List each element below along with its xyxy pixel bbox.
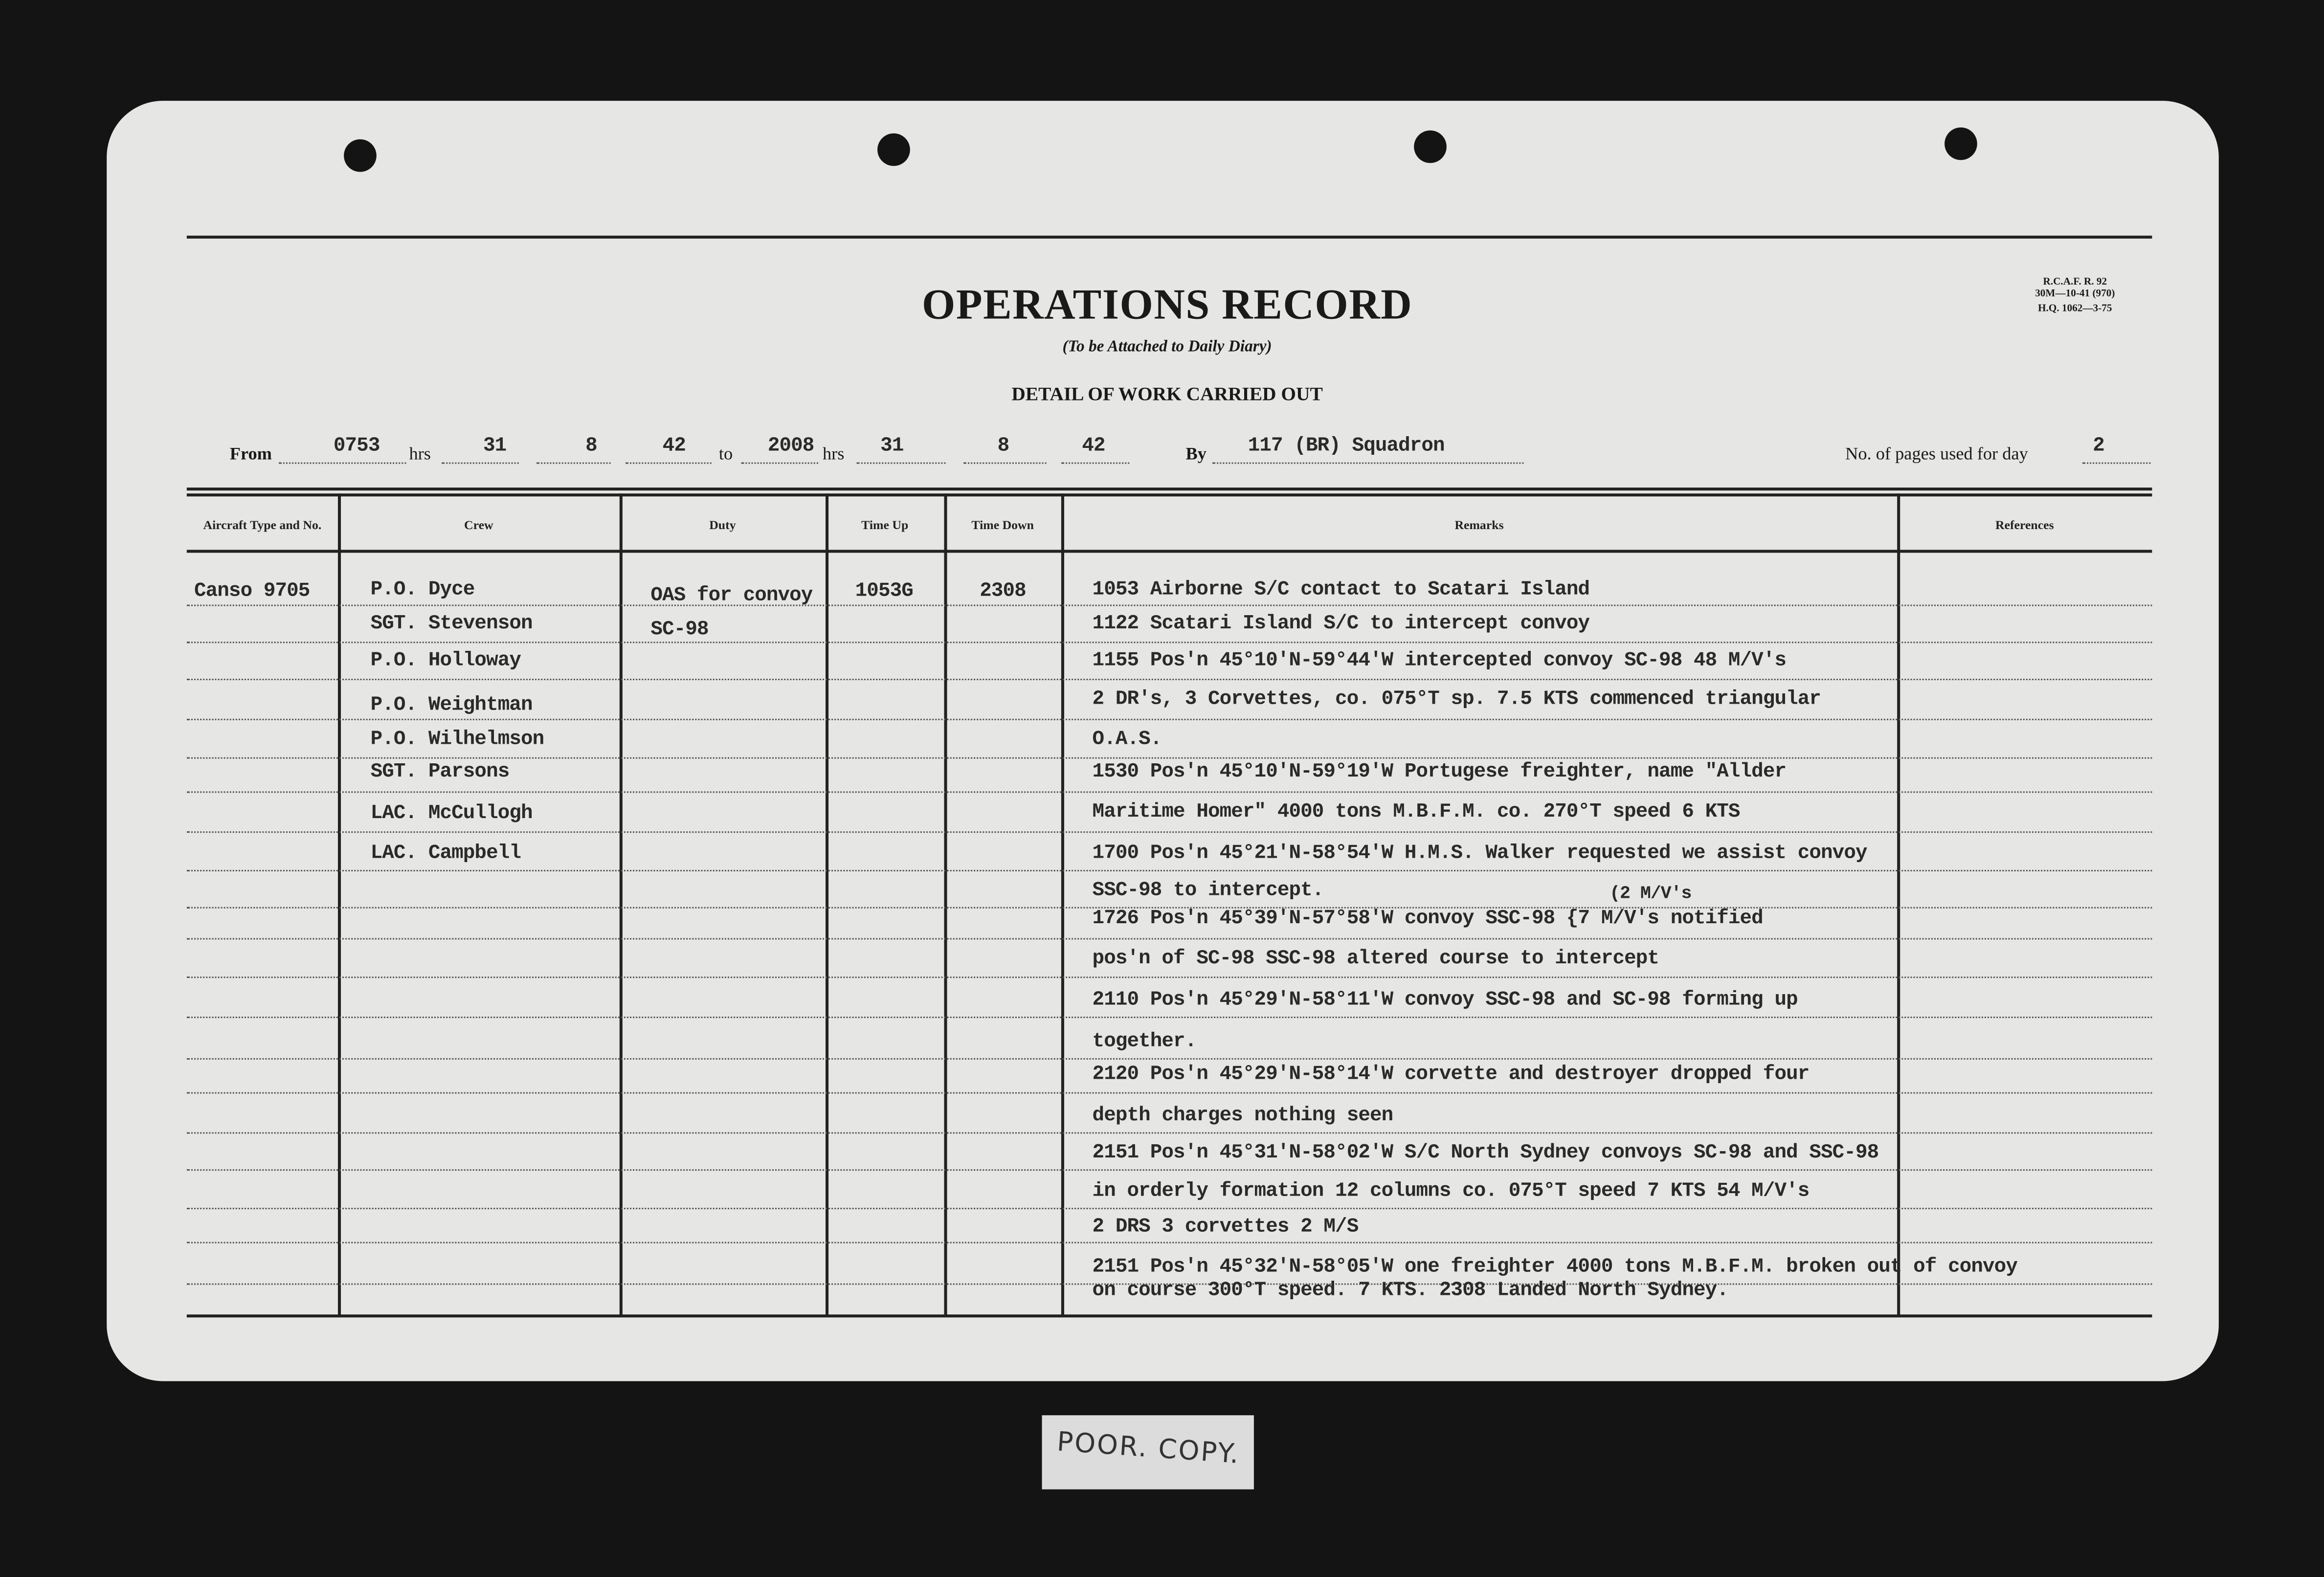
column-header: Aircraft Type and No. — [203, 517, 322, 532]
from-day: 31 — [483, 435, 507, 458]
to-year: 42 — [1082, 435, 1105, 458]
crew-member: P.O. Dyce — [370, 579, 475, 602]
aircraft-cell: Canso 9705 — [194, 580, 310, 603]
hrs-label: hrs — [822, 443, 845, 464]
crew-member: P.O. Holloway — [370, 650, 521, 673]
row-dotted-rule — [187, 870, 2152, 871]
field-underline — [857, 463, 946, 464]
remarks-line: 2120 Pos'n 45°29'N-58°14'W corvette and destroyer dropped four — [1092, 1064, 1810, 1087]
field-underline — [279, 463, 406, 464]
from-year: 42 — [662, 435, 686, 458]
header-rule — [187, 550, 2152, 552]
punch-hole — [877, 133, 910, 166]
to-label: to — [718, 443, 733, 464]
duty-cell: OAS for convoy — [650, 585, 813, 608]
remarks-line: pos'n of SC-98 SSC-98 altered course to intercept — [1092, 948, 1659, 971]
from-month: 8 — [585, 435, 597, 458]
field-underline — [442, 463, 519, 464]
row-dotted-rule — [187, 642, 2152, 643]
row-dotted-rule — [187, 757, 2152, 759]
column-rule — [1061, 493, 1064, 1316]
row-dotted-rule — [187, 1242, 2152, 1244]
remarks-note: (2 M/V's — [1609, 883, 1692, 904]
table-top-rule — [187, 493, 2152, 496]
column-rule — [944, 493, 946, 1316]
top-rule — [187, 236, 2152, 239]
field-underline — [1061, 463, 1129, 464]
page-title: OPERATIONS RECORD — [921, 281, 1413, 329]
field-underline — [1212, 463, 1523, 464]
remarks-line: 1726 Pos'n 45°39'N-57°58'W convoy SSC-98 {7 M/V's notified — [1092, 908, 1763, 931]
row-dotted-rule — [187, 679, 2152, 680]
table-top-rule — [187, 488, 2152, 490]
from-time: 0753 — [333, 435, 380, 458]
remarks-line: 2 DRS 3 corvettes 2 M/S — [1092, 1217, 1359, 1239]
column-rule — [826, 493, 828, 1316]
field-underline — [536, 463, 611, 464]
remarks-line: 1155 Pos'n 45°10'N-59°44'W intercepted convoy SC-98 48 M/V's — [1092, 650, 1787, 673]
time-up-cell: 1053G — [855, 580, 913, 603]
remarks-line: 1053 Airborne S/C contact to Scatari Island — [1092, 579, 1590, 602]
row-dotted-rule — [187, 1208, 2152, 1209]
hrs-label: hrs — [409, 443, 431, 464]
by-label: By — [1185, 443, 1207, 464]
column-header: Duty — [709, 517, 736, 532]
row-dotted-rule — [187, 604, 2152, 606]
row-dotted-rule — [187, 831, 2152, 833]
punch-hole — [344, 139, 377, 172]
punch-hole — [1944, 128, 1977, 160]
to-time: 2008 — [767, 435, 814, 458]
crew-member: SGT. Parsons — [370, 761, 510, 784]
time-down-cell: 2308 — [980, 580, 1026, 603]
form-code-line: H.Q. 1062—3-75 — [2038, 302, 2112, 314]
column-rule — [1897, 493, 1899, 1316]
row-dotted-rule — [187, 938, 2152, 939]
row-dotted-rule — [187, 1017, 2152, 1018]
form-code-line: 30M—10-41 (970) — [2035, 287, 2115, 300]
column-header: Time Down — [971, 517, 1034, 532]
row-dotted-rule — [187, 1132, 2152, 1133]
remarks-line: in orderly formation 12 columns co. 075°T speed 7 KTS 54 M/V's — [1092, 1181, 1810, 1203]
remarks-line: on course 300°T speed. 7 KTS. 2308 Landed North Sydney. — [1092, 1280, 1728, 1303]
table-bottom-rule — [187, 1314, 2152, 1317]
crew-member: P.O. Weightman — [370, 695, 533, 717]
remarks-line: 1700 Pos'n 45°21'N-58°54'W H.M.S. Walker requested we assist convoy — [1092, 843, 1867, 866]
squadron: 117 (BR) Squadron — [1248, 435, 1445, 458]
column-header: Remarks — [1454, 517, 1504, 532]
crew-member: P.O. Wilhelmson — [370, 729, 544, 752]
row-dotted-rule — [187, 977, 2152, 978]
remarks-line: 2151 Pos'n 45°32'N-58°05'W one freighter 4000 tons M.B.F.M. broken out of convoy — [1092, 1256, 2017, 1279]
column-header: References — [1995, 517, 2054, 532]
remarks-line: O.A.S. — [1092, 729, 1162, 752]
row-dotted-rule — [187, 1092, 2152, 1094]
column-header: Time Up — [861, 517, 909, 532]
pages-label: No. of pages used for day — [1845, 443, 2028, 464]
to-month: 8 — [997, 435, 1009, 458]
remarks-line: depth charges nothing seen — [1092, 1105, 1393, 1128]
section-heading: DETAIL OF WORK CARRIED OUT — [1011, 382, 1323, 405]
column-rule — [620, 493, 622, 1316]
form-code — [2001, 276, 2149, 314]
subtitle: (To be Attached to Daily Diary) — [1062, 337, 1272, 356]
remarks-line: 1122 Scatari Island S/C to intercept convoy — [1092, 613, 1590, 636]
crew-member: LAC. McCullogh — [370, 803, 533, 826]
row-dotted-rule — [187, 1058, 2152, 1060]
field-underline — [2082, 463, 2150, 464]
field-underline — [626, 463, 712, 464]
remarks-line: 2110 Pos'n 45°29'N-58°11'W convoy SSC-98 and SC-98 forming up — [1092, 990, 1798, 1012]
pages-count: 2 — [2093, 435, 2104, 458]
from-label: From — [229, 443, 272, 464]
poor-copy-stamp — [1042, 1415, 1254, 1489]
poor-copy-text: POOR. COPY. — [1056, 1426, 1241, 1471]
remarks-line: 2 DR's, 3 Corvettes, co. 075°T sp. 7.5 KTS commenced triangular — [1092, 689, 1821, 711]
crew-member: SGT. Stevenson — [370, 613, 533, 636]
row-dotted-rule — [187, 791, 2152, 793]
crew-member: LAC. Campbell — [370, 843, 521, 866]
field-underline — [741, 463, 818, 464]
column-header: Crew — [464, 517, 493, 532]
remarks-line: Maritime Homer" 4000 tons M.B.F.M. co. 270°T speed 6 KTS — [1092, 801, 1740, 824]
remarks-line: SSC-98 to intercept. — [1092, 880, 1324, 903]
duty-cell: SC-98 — [650, 619, 709, 642]
row-dotted-rule — [187, 719, 2152, 720]
form-code-line: R.C.A.F. R. 92 — [2043, 275, 2107, 288]
row-dotted-rule — [187, 1169, 2152, 1171]
remarks-line: 1530 Pos'n 45°10'N-59°19'W Portugese freighter, name "Allder — [1092, 761, 1787, 784]
field-underline — [963, 463, 1047, 464]
punch-hole — [1414, 131, 1447, 163]
remarks-line: together. — [1092, 1031, 1197, 1054]
to-day: 31 — [880, 435, 904, 458]
remarks-line: 2151 Pos'n 45°31'N-58°02'W S/C North Sydney convoys SC-98 and SSC-98 — [1092, 1142, 1879, 1165]
column-rule — [338, 493, 340, 1316]
